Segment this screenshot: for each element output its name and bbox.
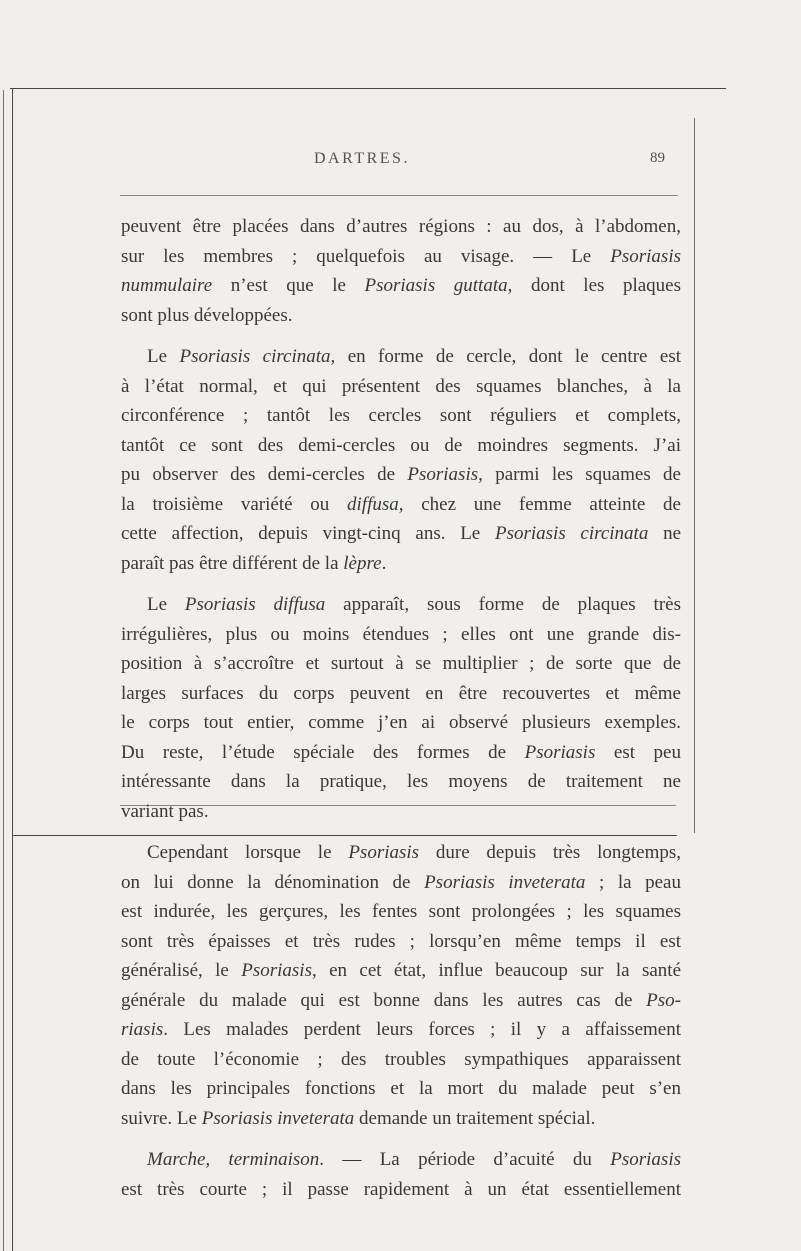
text-span: tantôt ce sont des demi-cercles ou de moindres segments. J’ai [121,434,681,456]
text-span: peuvent être placées dans d’autres régions : au dos, à l’abdomen, [121,216,681,237]
italic-text: Psoriasis circinata [494,523,649,544]
text-span: variant pas. [121,800,209,822]
frame-left-rule [12,88,13,1251]
italic-text: Psoriasis diffusa [184,594,326,615]
text-span: apparaît, sous forme de plaques très [325,594,681,615]
paragraph-gap [121,1133,681,1145]
text-span: , dont les plaques [507,275,681,296]
text-span: . Les malades perdent leurs forces ; il y a affaissement [163,1019,681,1040]
text-line [121,897,681,927]
text-line [121,797,681,827]
text-span: irrégulières, plus ou moins étendues ; elles ont une grande dis- [121,623,681,645]
text-span: ne [648,523,682,544]
text-span: suivre. Le [121,1107,202,1129]
text-span: sont plus développées. [121,304,293,326]
text-line [121,301,681,331]
italic-text: Psoriasis [348,842,420,863]
text-line [121,1015,681,1045]
text-span: dans les principales fonctions et la mort du malade peut s’en [121,1078,681,1099]
italic-text: Psoriasis inveterata [201,1107,355,1129]
text-span: demande un traitement spécial. [354,1107,596,1129]
text-line [121,1104,681,1134]
text-span: circonférence ; tantôt les cercles sont réguliers et complets, [121,405,681,426]
running-head: DARTRES. [314,150,410,167]
text-span: paraît pas être différent de la [121,552,344,574]
italic-text: nummulaire [121,275,213,296]
text-line [121,708,681,738]
italic-text: Psoriasis [610,1149,681,1170]
text-span: . — La période d’acuité du [319,1149,611,1170]
text-line [121,1045,681,1075]
italic-text: Psoriasis [610,245,681,267]
text-span: , en cet état, influe beaucoup sur la santé [311,960,681,981]
italic-text: Psoriasis circinata [179,346,331,367]
italic-text: Psoriasis inveterata [424,871,586,893]
text-line [121,431,681,461]
italic-text: lèpre [343,552,382,574]
page-header [120,148,680,188]
text-line [121,242,681,272]
text-span: . [381,552,387,574]
text-span: à l’état normal, et qui présentent des squames blanches, à la [121,375,681,397]
text-span: on lui donne la dénomination de [121,871,425,893]
italic-text: riasis [121,1019,164,1040]
text-span: pu observer des demi-cercles de [121,464,408,485]
text-span: la troisième variété ou [121,493,348,515]
text-span: cette affection, depuis vingt-cinq ans. Le [121,523,495,544]
paragraph-gap [121,826,681,838]
text-span: intéressante dans la pratique, les moyens de traitement ne [121,771,681,792]
italic-text: diffusa [347,493,399,515]
frame-right-rule [694,118,695,833]
frame-left-outer-rule [3,90,4,1251]
text-span: , chez une femme atteinte de [398,493,681,515]
header-rule [120,195,678,196]
text-span: Le [147,346,180,367]
text-line [121,372,681,402]
text-line [121,738,681,768]
text-line [121,590,681,620]
text-line [121,956,681,986]
italic-text: Psoriasis [241,960,312,981]
paragraph [121,212,681,330]
text-span: position à s’accroître et surtout à se multiplier ; de sorte que de [121,653,681,674]
text-span: , en forme de cercle, dont le centre est [330,346,681,367]
text-line [121,986,681,1016]
text-span: Cependant lorsque le [147,842,349,863]
text-span: sur les membres ; quelquefois au visage. — Le [121,245,611,267]
text-span: Du reste, l’étude spéciale des formes de [121,741,525,763]
paragraph [121,838,681,1133]
text-span: de toute l’économie ; des troubles sympathiques apparaissent [121,1048,681,1070]
text-span: sont très épaisses et très rudes ; lorsqu’en même temps il est [121,930,681,952]
text-span: le corps tout entier, comme j’en ai observé plusieurs exemples. [121,712,681,733]
text-span: dure depuis très longtemps, [419,842,681,863]
italic-text: Psoriasis [407,464,479,485]
text-line [121,649,681,679]
paragraph-gap [121,330,681,342]
italic-text: Psoriasis guttata [364,275,508,296]
text-span: ; la peau [585,871,681,893]
paragraph [121,342,681,578]
text-line [121,868,681,898]
frame-top-rule [10,88,726,89]
body-text [121,212,681,1204]
text-line [121,490,681,520]
paragraph [121,1145,681,1204]
text-line [121,620,681,650]
text-line [121,1145,681,1175]
text-line [121,927,681,957]
text-line [121,212,681,242]
text-span: n’est que le [212,275,365,296]
text-line [121,838,681,868]
text-span: généralisé, le [121,960,242,981]
text-span: , parmi les squames de [478,464,681,485]
text-span: est très courte ; il passe rapidement à un état essentiellement [121,1178,681,1200]
page-number: 89 [650,150,665,166]
italic-text: Pso- [646,989,681,1011]
text-line [121,519,681,549]
text-line [121,460,681,490]
text-span: Le [147,594,185,615]
text-line [121,679,681,709]
italic-text: Marche, terminaison [147,1149,320,1170]
text-span: est peu [595,741,681,763]
text-span: larges surfaces du corps peuvent en être recouvertes et même [121,682,681,704]
text-line [121,342,681,372]
text-span: est indurée, les gerçures, les fentes sont prolongées ; les squames [121,901,681,922]
text-line [121,549,681,579]
paragraph-gap [121,578,681,590]
paragraph [121,590,681,826]
text-line [121,271,681,301]
text-line [121,767,681,797]
text-line [121,401,681,431]
text-span: générale du malade qui est bonne dans les autres cas de [121,989,647,1011]
text-line [121,1074,681,1104]
text-line [121,1175,681,1205]
italic-text: Psoriasis [524,741,596,763]
